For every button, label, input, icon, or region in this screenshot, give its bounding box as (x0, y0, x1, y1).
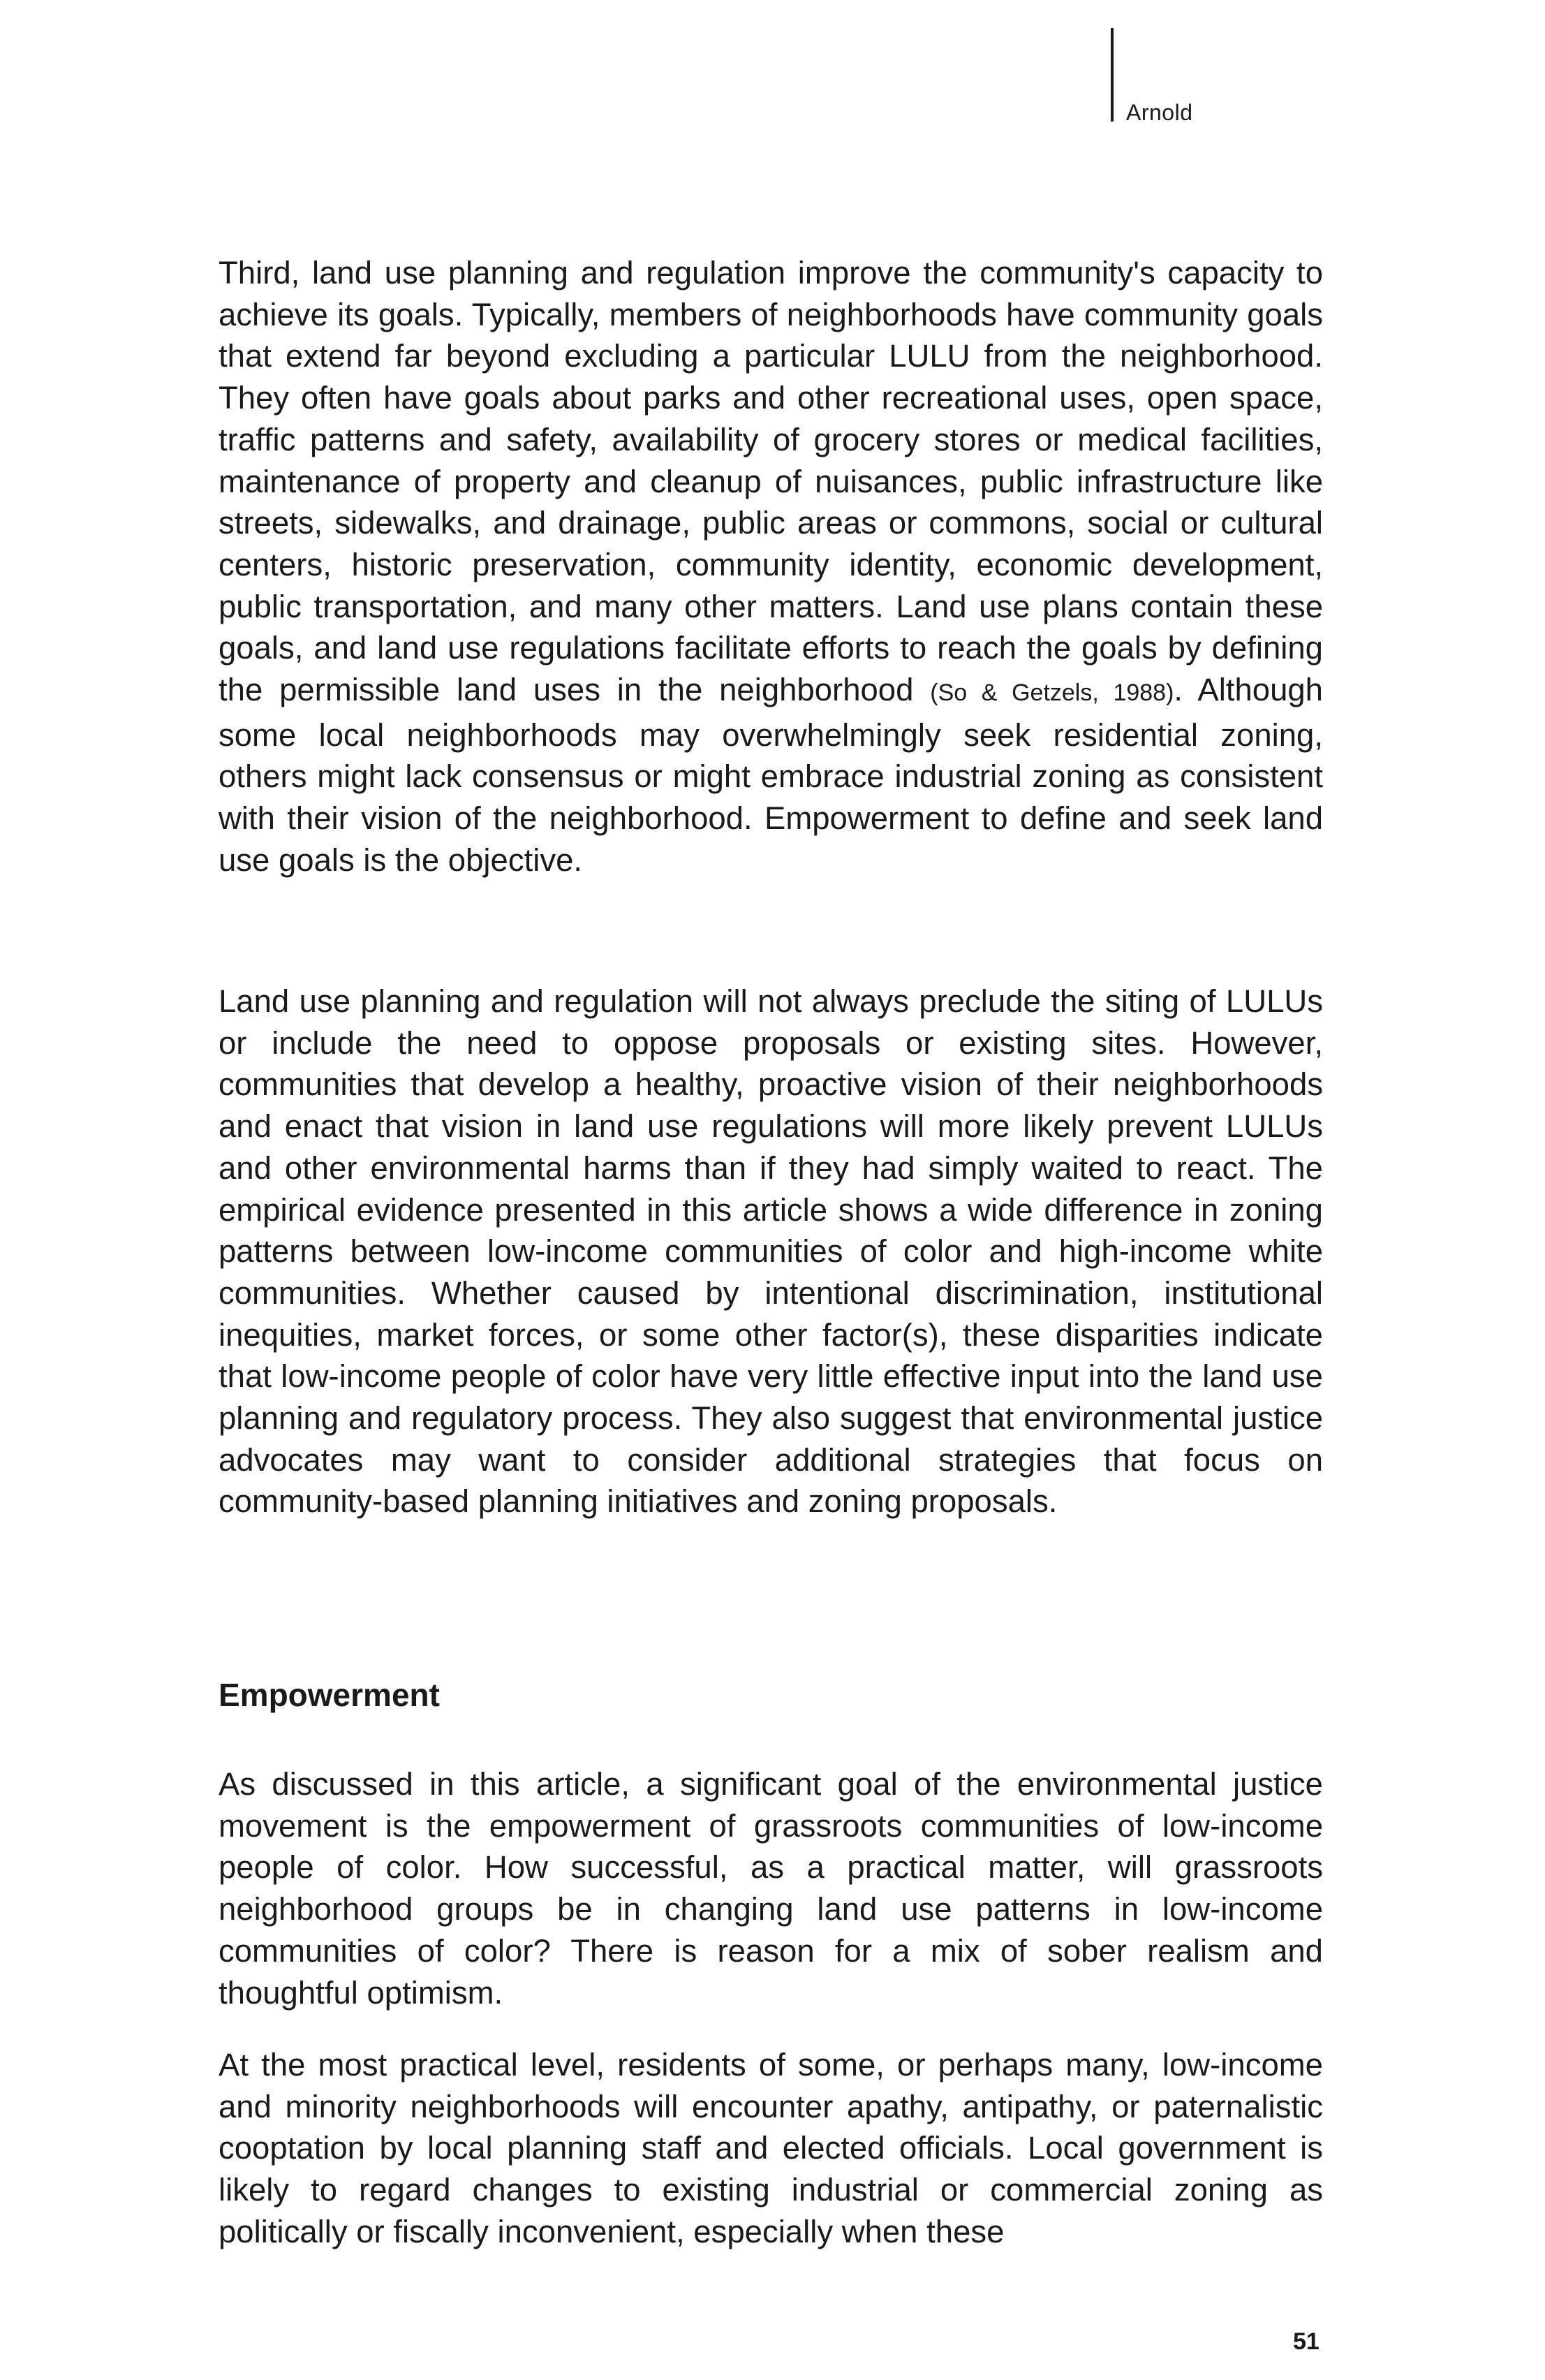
citation: (So & Getzels, 1988) (930, 680, 1174, 707)
paragraph-zoning-disparities: Land use planning and regulation will not always preclude the siting of LULUs or include the need to oppose proposals or existing sites. However, communities that develop a healthy, proactive vision of their neighborhoods and enact that vision in land use regulations will more likely prevent LULUs and other environmental harms than if they had simply waited to react. The empirical evidence presented in this article shows a wide difference in zoning patterns between low-income communities of color and high-income white communities. Whether caused by intentional discrimination, institutional inequities, market forces, or some other factor(s), these disparities indicate that low-income people of color have very little effective input into the land use planning and regulatory process. They also suggest that environmental justice advocates may want to consider additional strategies that focus on community-based planning initiatives and zoning proposals. (219, 983, 1323, 1520)
section-heading-empowerment: Empowerment (219, 1677, 440, 1713)
header-rule (1111, 28, 1114, 122)
paragraph-empowerment-goal: As discussed in this article, a significant goal of the environmental justice movement is the empowerment of grassroots communities of low-income people of color. How successful, as a practical matter, will grassroots neighborhood groups be in changing land use patterns in low-income communities of color? There is reason for a mix of sober realism and thoughtful optimism. (219, 1766, 1323, 2011)
page-number: 51 (1293, 2328, 1319, 2355)
paragraph-text: . Although some local neighborhoods may overwhelmingly seek residential zoning, others might lack consensus or might embrace industrial zoning as consistent with their vision of the neighborhood. Empowerment to define and seek land use goals is the objective. (219, 672, 1323, 878)
running-head: Arnold (1126, 100, 1193, 125)
paragraph-text: Third, land use planning and regulation improve the community's capacity to achieve its goals. Typically, members of neighborhoods have community goals that extend far beyond excluding a particular LULU from the neighborhood. They often have goals about parks and other recreational uses, open space, traffic patterns and safety, availability of grocery stores or medical facilities, maintenance of property and cleanup of nuisances, public infrastructure like streets, sidewalks, and drainage, public areas or commons, social or cultural centers, historic preservation, community identity, economic development, public transportation, and many other matters. Land use plans contain these goals, and land use regulations facilitate efforts to reach the goals by defining the permissible land uses in the neighborhood (219, 255, 1323, 708)
paragraph-land-use-goals (219, 252, 1323, 881)
paragraph-practical-level: At the most practical level, residents of some, or perhaps many, low-income and minority neighborhoods will encounter apathy, antipathy, or paternalistic cooptation by local planning staff and elected officials. Local government is likely to regard changes to existing industrial or commercial zoning as politically or fiscally inconvenient, especially when these (219, 2047, 1323, 2249)
